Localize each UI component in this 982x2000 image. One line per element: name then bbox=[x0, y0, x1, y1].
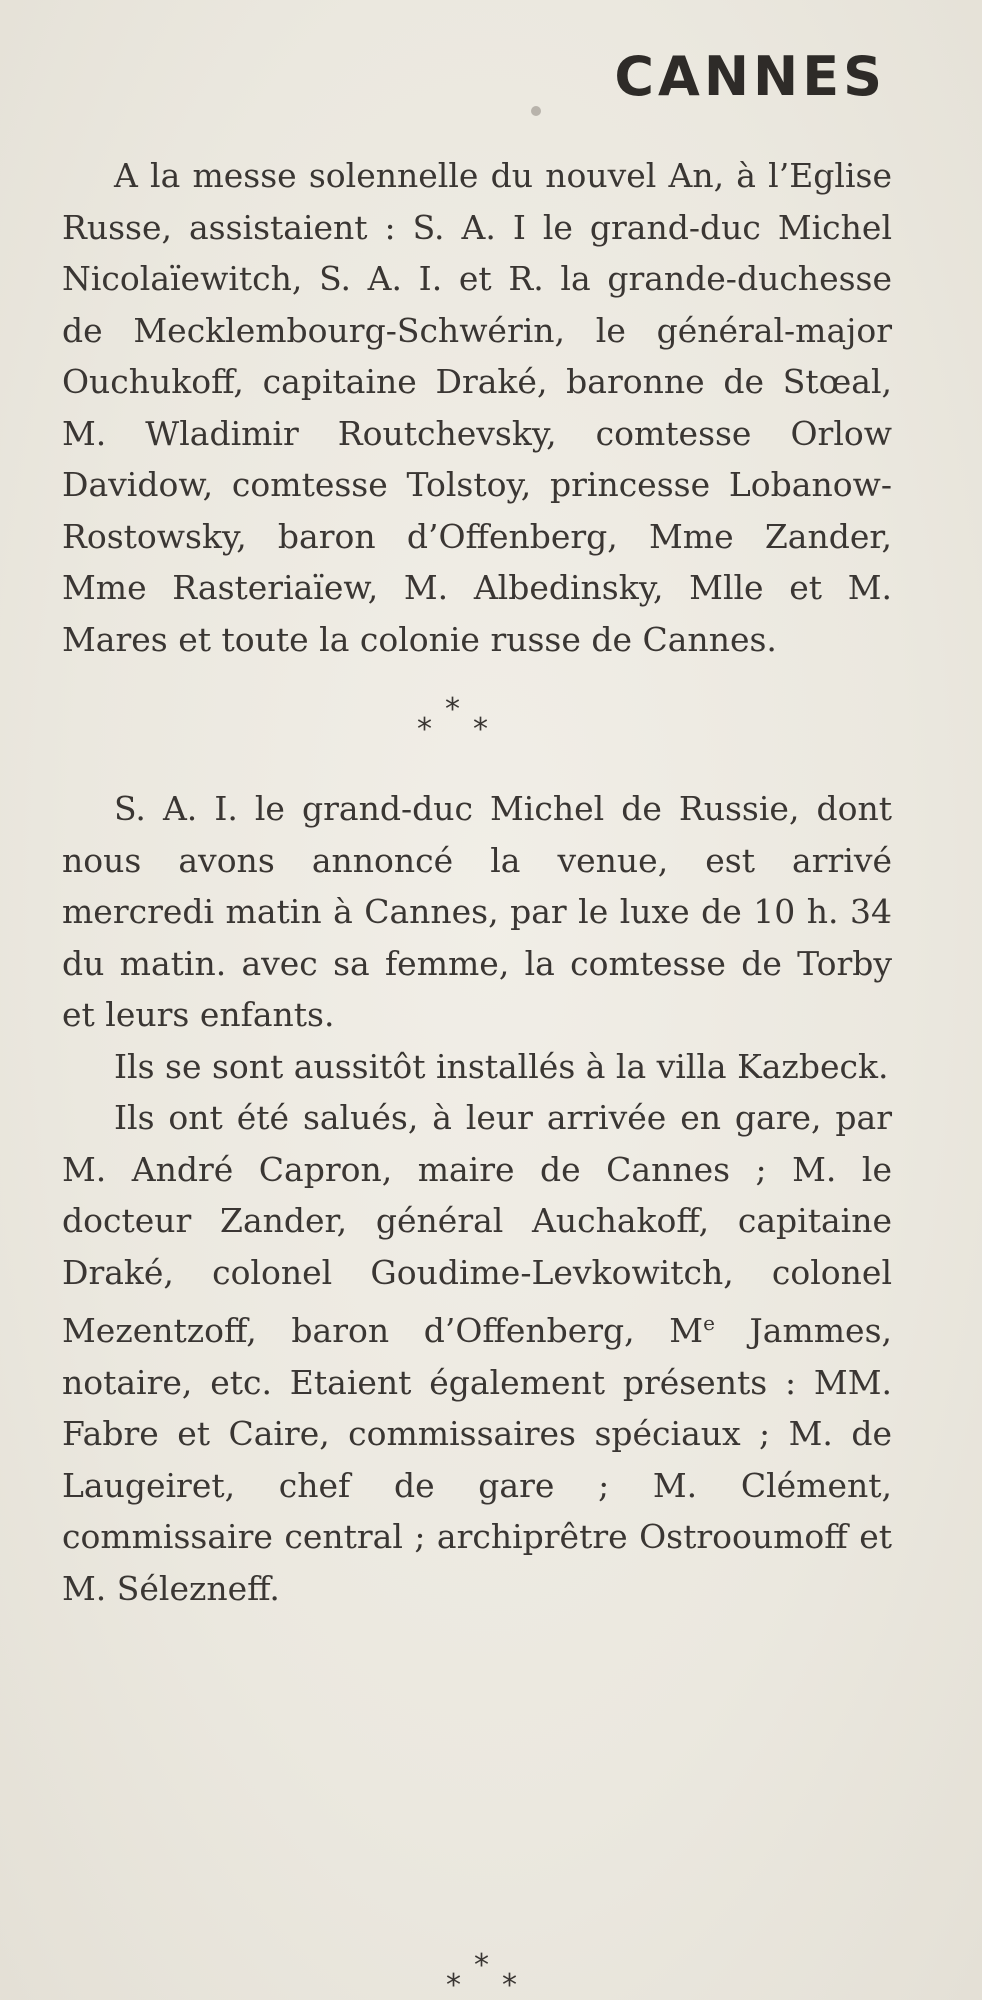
article-body bbox=[62, 150, 892, 1614]
greetings-superscript: e bbox=[703, 1311, 715, 1335]
section-separator bbox=[62, 687, 892, 767]
section-separator-bottom bbox=[0, 1937, 982, 2000]
print-speck bbox=[531, 106, 541, 116]
separator-star: * bbox=[445, 692, 460, 727]
paragraph-villa: Ils se sont aussitôt installés à la villa Kazbeck. bbox=[114, 1046, 889, 1086]
separator-star: * bbox=[417, 712, 432, 747]
greetings-text-start: Ils ont été salués, à leur arrivée en gare, par M. André Capron, maire de Cannes ; M. le docteur Zander, général Auchakoff, capitaine Draké, colonel Goudime-Levkowitch, colonel Mezentzoff, baron d’Offenberg, M bbox=[62, 1098, 892, 1350]
paragraph-greetings bbox=[62, 1092, 892, 1614]
separator-star: * bbox=[473, 712, 488, 747]
separator-star: * bbox=[474, 1948, 489, 1983]
greetings-text-end: Jammes, notaire, etc. Etaient également présents : MM. Fabre et Caire, commissaires spéciaux ; M. de Laugeiret, chef de gare ; M. Clément, commissaire central ; archiprêtre Ostrooumoff et M. Sélezneff. bbox=[62, 1311, 892, 1608]
article-title: CANNES bbox=[614, 45, 886, 108]
paragraph-grand-duke-arrival: S. A. I. le grand-duc Michel de Russie, dont nous avons annoncé la venue, est arrivé mercredi matin à Cannes, par le luxe de 10 h. 34 du matin. avec sa femme, la comtesse de Torby et leurs enfants. bbox=[62, 789, 892, 1034]
separator-star: * bbox=[502, 1968, 517, 2000]
separator-star: * bbox=[446, 1968, 461, 2000]
paragraph-new-year-mass: A la messe solennelle du nouvel An, à l’Eglise Russe, assistaient : S. A. I le grand-duc Michel Nicolaïewitch, S. A. I. et R. la grande-duchesse de Mecklembourg-Schwérin, le général-major Ouchukoff, capitaine Draké, baronne de Stœal, M. Wladimir Routchevsky, comtesse Orlow Davidow, comtesse Tolstoy, princesse Lobanow-Rostowsky, baron d’Offenberg, Mme Zander, Mme Rasteriaïew, M. Albedinsky, Mlle et M. Mares et toute la colonie russe de Cannes. bbox=[62, 156, 892, 659]
